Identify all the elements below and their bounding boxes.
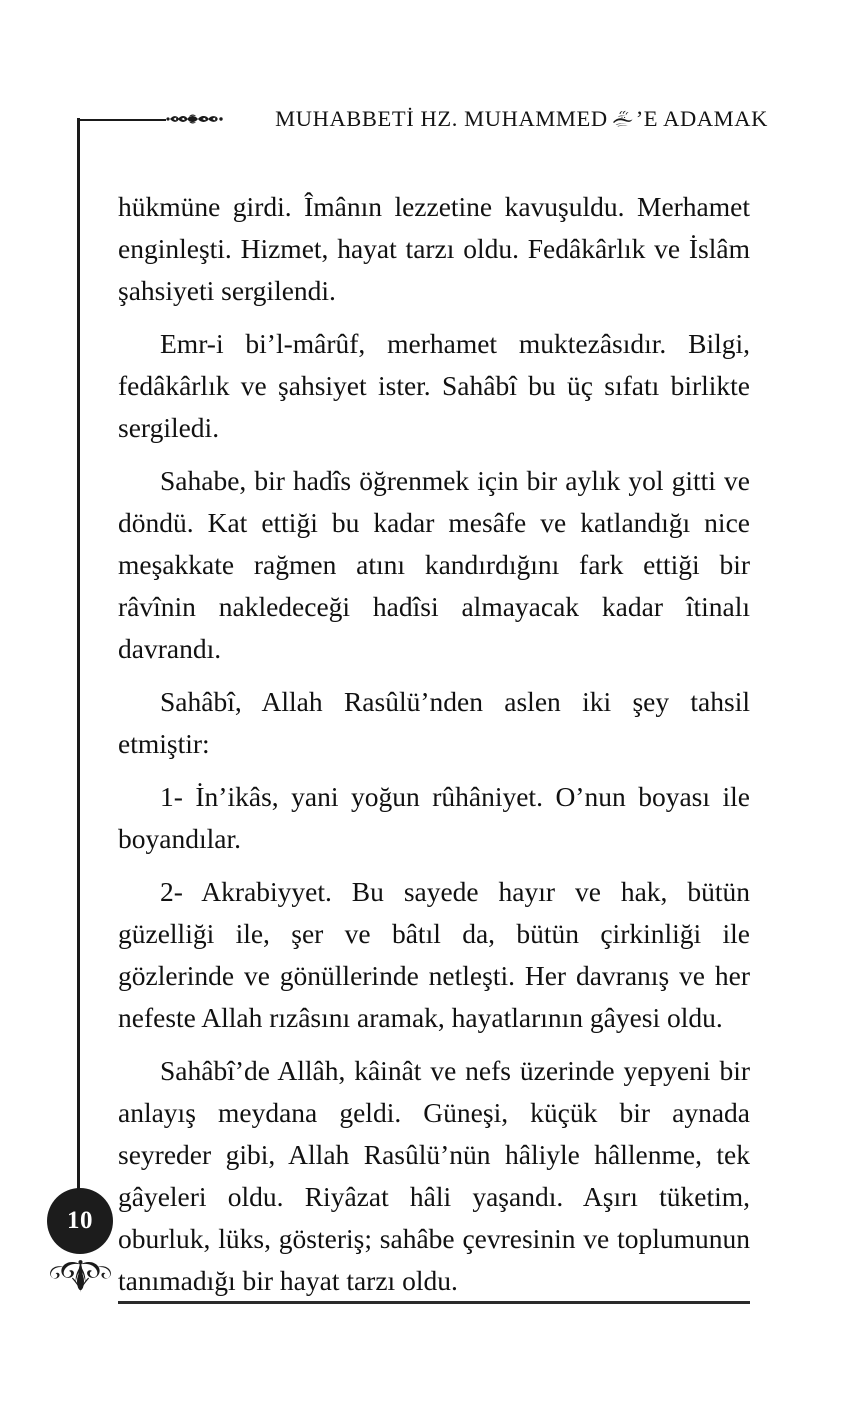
header-horizontal-rule xyxy=(78,119,166,121)
left-vertical-rule xyxy=(77,118,80,1190)
page-number-badge xyxy=(47,1188,113,1254)
running-head xyxy=(78,98,768,140)
paragraph: 2- Akrabiyyet. Bu sayede hayır ve hak, bütün güzelliği ile, şer ve bâtıl da, bütün çirkinliği ile gözlerinde ve gönüllerinde netleşti. Her davranış ve her nefeste Allah rızâsını aramak, hayatlarının gâyesi oldu. xyxy=(118,876,750,1033)
folio-floral-ornament xyxy=(33,1252,128,1294)
header-flourish-ornament xyxy=(166,111,228,127)
page-number: 10 xyxy=(67,1207,93,1234)
paragraph: Sahabe, bir hadîs öğrenmek için bir aylık yol gitti ve döndü. Kat ettiği bu kadar mesâfe ve katlandığı nice meşakkate rağmen atını kandırdığını fark ettiği bir râvînin nakledeceği hadîsi almayacak kadar îtinalı davrandı. xyxy=(118,465,750,664)
paragraph: Sahâbî’de Allâh, kâinât ve nefs üzerinde yepyeni bir anlayış meydana geldi. Güneşi, küçük bir aynada seyreder gibi, Allah Rasûlü’nün hâliyle hâllenme, tek gâyeleri oldu. Riyâzat hâli yaşandı. Aşırı tüketim, oburluk, lüks, gösteriş; sahâbe çevresinin ve toplumunun tanımadığı bir hayat tarzı oldu. xyxy=(118,1055,750,1296)
running-head-title xyxy=(234,106,768,132)
paragraph: hükmüne girdi. Îmânın lezzetine kavuşuldu. Merhamet enginleşti. Hizmet, hayat tarzı oldu. Fedâkârlık ve İslâm şahsiyeti sergilendi. xyxy=(118,191,750,306)
running-head-text-after: ’E ADAMAK xyxy=(635,106,768,131)
footer-horizontal-rule xyxy=(118,1301,750,1304)
paragraph: Sahâbî, Allah Rasûlü’nden aslen iki şey tahsil etmiştir: xyxy=(118,686,750,759)
paragraph: Emr-i bi’l-mârûf, merhamet muktezâsıdır. Bilgi, fedâkârlık ve şahsiyet ister. Sahâbî bu üç sıfatı birlikte sergiledi. xyxy=(118,328,750,443)
salawat-calligraphy-icon xyxy=(609,108,635,130)
paragraph: 1- İn’ikâs, yani yoğun rûhâniyet. O’nun boyası ile boyandılar. xyxy=(118,781,750,854)
body-text-column xyxy=(118,186,750,1302)
running-head-text-before: MUHABBETİ HZ. MUHAMMED xyxy=(275,106,608,131)
